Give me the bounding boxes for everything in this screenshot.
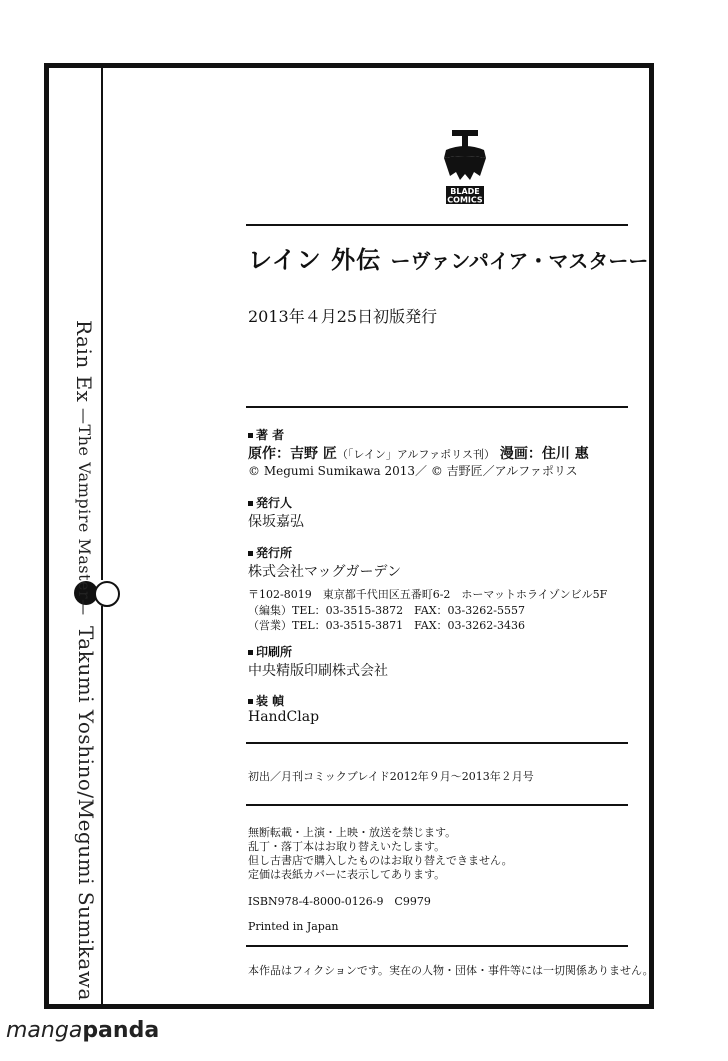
notice-line: 定価は表紙カバーに表示してあります。: [248, 868, 446, 881]
publisher-heading: 発行所: [248, 544, 292, 561]
credits-rule-top: [246, 406, 628, 408]
publication-date: 2013年４月25日初版発行: [248, 307, 438, 326]
notices-rule-bottom: [246, 945, 628, 947]
notice-line: 但し古書店で購入したものはお取り替えできません。: [248, 854, 513, 867]
title-rule-top: [246, 224, 628, 226]
logo-text-blade: BLADE: [450, 187, 480, 196]
watermark: [6, 1018, 159, 1043]
bullet-square: [248, 501, 253, 506]
original-author-note: （「レイン」アルファポリス刊）: [336, 448, 495, 461]
fiction-notice: 本作品はフィクションです。実在の人物・団体・事件等には一切関係ありません。: [248, 964, 654, 977]
spine-title-main: Rain Ex: [72, 320, 96, 403]
isbn: ISBN978-4-8000-0126-9 C9979: [248, 895, 431, 908]
spine-circle-outline: [94, 581, 120, 607]
bullet-square: [248, 433, 253, 438]
binding-heading: 装 幀: [248, 692, 284, 709]
printed-in: Printed in Japan: [248, 920, 339, 933]
spine-divider-bottom: [101, 606, 103, 1004]
publisher-person: 保坂嘉弘: [248, 514, 304, 530]
watermark-part2: panda: [82, 1018, 160, 1043]
sales-contact: （営業）TEL：03-3515-3871 FAX：03-3262-3436: [248, 619, 525, 632]
author-credit-line: [248, 443, 589, 463]
publisher-name: 株式会社マッグガーデン: [248, 564, 402, 580]
editorial-contact: （編集）TEL：03-3515-3872 FAX：03-3262-5557: [248, 604, 525, 617]
notice-line: 乱丁・落丁本はお取り替えいたします。: [248, 840, 446, 853]
book-subtitle: ーヴァンパイア・マスターー: [390, 249, 649, 273]
credits-rule-bottom: [246, 742, 628, 744]
copyright-line: © Megumi Sumikawa 2013／ © 吉野匠／アルファポリス: [248, 464, 578, 478]
printer-heading: 印刷所: [248, 643, 292, 660]
original-author: 原作：吉野 匠: [248, 446, 337, 462]
publisher-address: 〒102-8019 東京都千代田区五番町6-2 ホーマットホライゾンビル5F: [248, 588, 608, 601]
notices-rule-top: [246, 804, 628, 806]
spine-title: [72, 320, 96, 616]
book-title: [248, 240, 648, 275]
spine-authors: Takumi Yoshino/Megumi Sumikawa: [74, 626, 98, 1001]
author-heading: 著 者: [248, 426, 284, 443]
binding-name: HandClap: [248, 709, 320, 725]
spine-title-sub: —The Vampire Master—: [75, 402, 94, 616]
bullet-square: [248, 551, 253, 556]
printer-name: 中央精版印刷株式会社: [248, 663, 388, 679]
bullet-square: [248, 699, 253, 704]
bullet-square: [248, 650, 253, 655]
blade-comics-logo: [436, 128, 494, 208]
spine-divider-top: [101, 68, 103, 580]
publisher-person-heading: 発行人: [248, 494, 292, 511]
book-title-main: レイン 外伝: [248, 246, 382, 274]
logo-text-comics: COMICS: [447, 195, 483, 205]
notice-line: 無断転載・上演・上映・放送を禁じます。: [248, 826, 457, 839]
watermark-part1: manga: [6, 1018, 83, 1043]
first-appearance: 初出／月刊コミックブレイド2012年９月～2013年２月号: [248, 770, 534, 783]
manga-artist: 漫画：住川 惠: [499, 446, 589, 462]
